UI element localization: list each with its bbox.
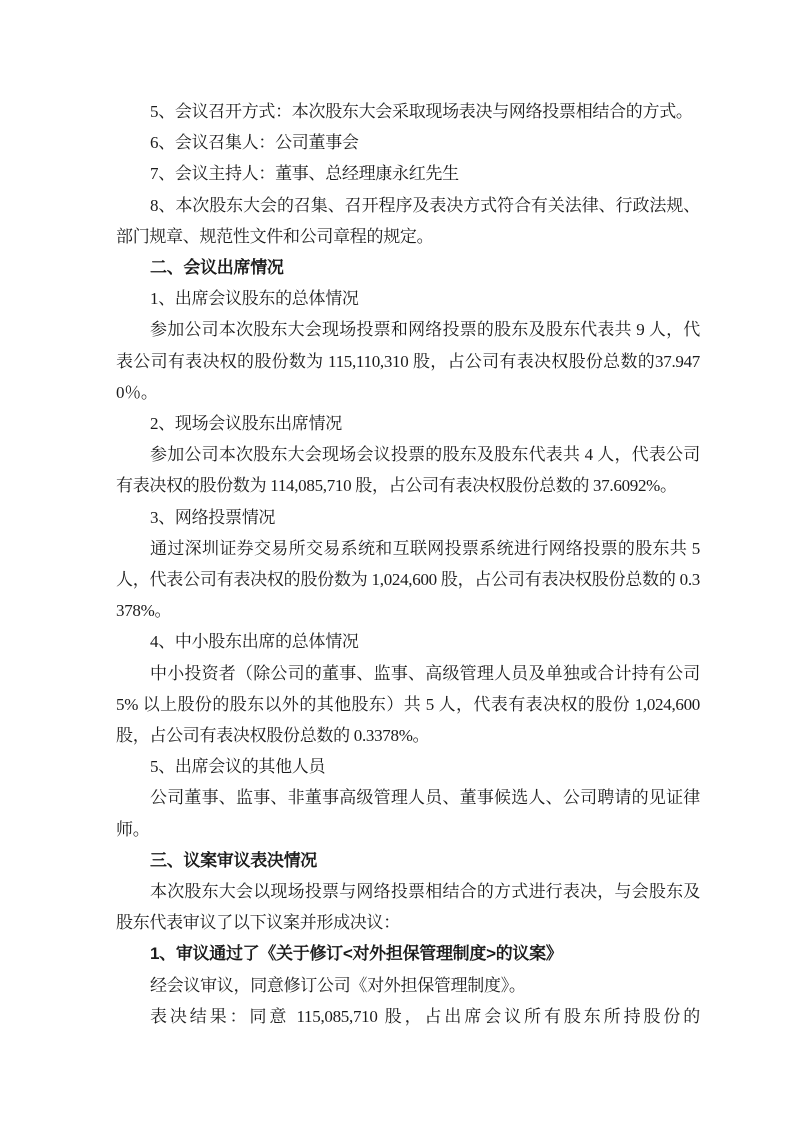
section-heading: 1、审议通过了《关于修订<对外担保管理制度>的议案》 (150, 944, 563, 964)
body-paragraph: 2、现场会议股东出席情况 (150, 414, 342, 434)
body-paragraph: 中小投资者（除公司的董事、监事、高级管理人员及单独或合计持有公司 5% 以上股份的股东以外的其他股东）共 5 人，代表有表决权的股份 1,024,600 股，占公司有表决权股份总数的 0.3378%。 (116, 663, 700, 746)
body-paragraph: 表决结果：同意 115,085,710 股，占出席会议所有股东所持股份的 (150, 1006, 700, 1026)
body-paragraph: 参加公司本次股东大会现场会议投票的股东及股东代表共 4 人，代表公司有表决权的股份数为 114,085,710 股，占公司有表决权股份总数的 37.6092%。 (116, 445, 700, 496)
body-paragraph: 5、出席会议的其他人员 (150, 757, 326, 777)
section-heading: 三、议案审议表决情况 (150, 850, 317, 870)
body-paragraph: 经会议审议，同意修订公司《对外担保管理制度》。 (150, 975, 526, 995)
body-paragraph: 参加公司本次股东大会现场投票和网络投票的股东及股东代表共 9 人，代表公司有表决权的股份数为 115,110,310 股，占公司有表决权股份总数的37.9470％。 (116, 320, 700, 402)
body-paragraph: 7、会议主持人：董事、总经理康永红先生 (150, 164, 459, 184)
body-paragraph: 1、出席会议股东的总体情况 (150, 289, 359, 309)
document-content (116, 96, 700, 1032)
body-paragraph: 5、会议召开方式：本次股东大会采取现场表决与网络投票相结合的方式。 (150, 102, 693, 121)
body-paragraph: 本次股东大会以现场投票与网络投票相结合的方式进行表决，与会股东及股东代表审议了以下议案并形成决议： (116, 882, 700, 933)
body-paragraph: 3、网络投票情况 (150, 507, 276, 527)
section-heading: 二、会议出席情况 (150, 258, 284, 278)
body-paragraph: 6、会议召集人：公司董事会 (150, 133, 359, 153)
body-paragraph: 4、中小股东出席的总体情况 (150, 632, 359, 652)
body-paragraph: 通过深圳证券交易所交易系统和互联网投票系统进行网络投票的股东共 5 人，代表公司有表决权的股份数为 1,024,600 股，占公司有表决权股份总数的 0.3378%。 (116, 538, 700, 621)
body-paragraph: 8、本次股东大会的召集、召开程序及表决方式符合有关法律、行政法规、部门规章、规范性文件和公司章程的规定。 (116, 195, 700, 246)
body-paragraph: 公司董事、监事、非董事高级管理人员、董事候选人、公司聘请的见证律师。 (116, 788, 700, 839)
